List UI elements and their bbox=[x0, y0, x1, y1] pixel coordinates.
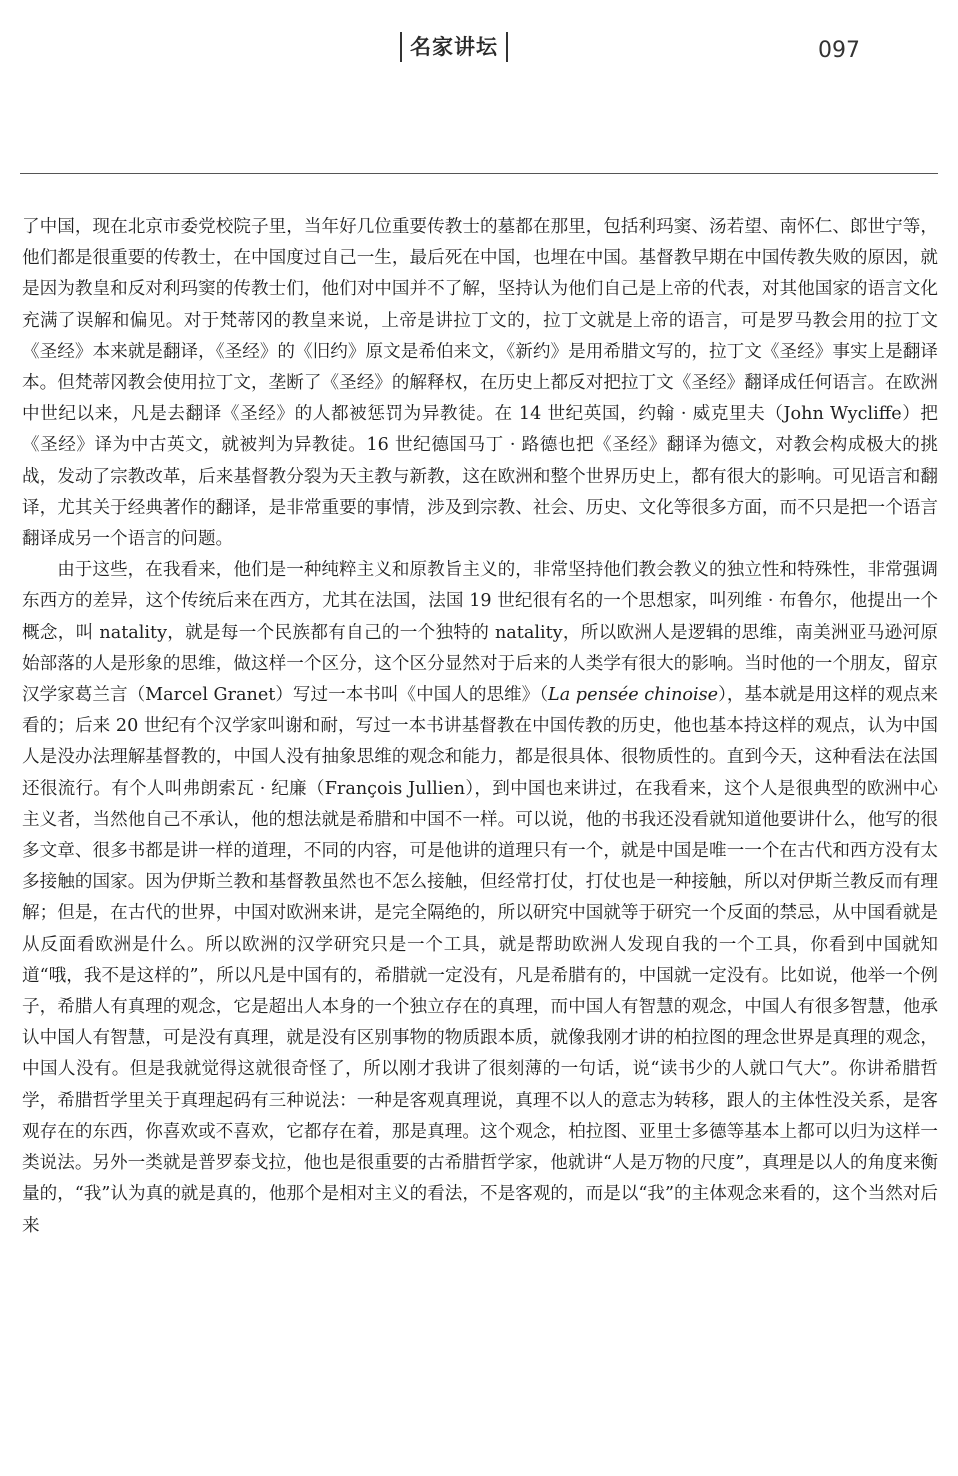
paragraph-text: 了中国，现在北京市委党校院子里，当年好几位重要传教士的墓都在那里，包括利玛窦、汤若望、南怀仁、郎世宁等，他们都是很重要的传教士，在中国度过自己一生，最后死在中国，也埋在中国。基督教早期在中国传教失败的原因，就是因为教皇和反对利玛窦的传教士们，他们对中国并不了解，坚持认为他们自己是上帝的代表，对其他国家的语言文化充满了误解和偏见。对于梵蒂冈的教皇来说，上帝是讲拉丁文的，拉丁文就是上帝的语言，可是罗马教会用的拉丁文《圣经》本来就是翻译，《圣经》的《旧约》原文是希伯来文，《新约》是用希腊文写的，拉丁文《圣经》事实上是翻译本。但梵蒂冈教会使用拉丁文，垄断了《圣经》的解释权，在历史上都反对把拉丁文《圣经》翻译成任何语言。在欧洲中世纪以来，凡是去翻译《圣经》的人都被惩罚为异教徒。在 14 世纪英国，约翰 · 威克里夫（John Wycliffe）把《圣经》译为中古英文，就被判为异教徒。16 世纪德国马丁 · 路德也把《圣经》翻译为德文，对教会构成极大的挑战，发动了宗教改革，后来基督教分裂为天主教与新教，这在欧洲和整个世界历史上，都有很大的影响。可见语言和翻译，尤其关于经典著作的翻译，是非常重要的事情，涉及到宗教、社会、历史、文化等很多方面，而不只是把一个语言翻译成另一个语言的问题。 bbox=[22, 217, 938, 550]
paragraph-text-part: 由于这些，在我看来，他们是一种纯粹主义和原教旨主义的，非常坚持他们教会教义的独立性和特殊性，非常强调东西方的差异，这个传统后来在西方，尤其在法国，法国 19 世纪很有名的一个思想家，叫列维 · 布鲁尔，他提出一个概念，叫 natality，就是每一个民族都有自己的一个独特的 natality，所以欧洲人是逻辑的思维，南美洲亚马逊河原始部落的人是形象的思维，做这样一个区分，这个区分显然对于后来的人类学有很大的影响。当时他的一个朋友，留京汉学家葛兰言（Marcel Granet）写过一本书叫《中国人的思维》（ bbox=[22, 560, 938, 706]
paragraph-text-part: ），基本就是用这样的观点来看的；后来 20 世纪有个汉学家叫谢和耐，写过一本书讲基督教在中国传教的历史，他也基本持这样的观点，认为中国人是没办法理解基督教的，中国人没有抽象思维的观念和能力，都是很具体、很物质性的。直到今天，这种看法在法国还很流行。有个人叫弗朗索瓦 · 纪廉（François Jullien），到中国也来讲过，在我看来，这个人是很典型的欧洲中心主义者，当然他自己不承认，他的想法就是希腊和中国不一样。可以说，他的书我还没看就知道他要讲什么，他写的很多文章、很多书都是讲一样的道理，不同的内容，可是他讲的道理只有一个，就是中国是唯一一个在古代和西方没有太多接触的国家。因为伊斯兰教和基督教虽然也不怎么接触，但经常打仗，打仗也是一种接触，所以对伊斯兰教反而有理解；但是，在古代的世界，中国对欧洲来讲，是完全隔绝的，所以研究中国就等于研究一个反面的禁忌，从中国看就是从反面看欧洲是什么。所以欧洲的汉学研究只是一个工具，就是帮助欧洲人发现自我的一个工具，你看到中国就知道“哦，我不是这样的”，所以凡是中国有的，希腊就一定没有，凡是希腊有的，中国就一定没有。比如说，他举一个例子，希腊人有真理的观念，它是超出人本身的一个独立存在的真理，而中国人有智慧的观念，中国人有很多智慧，他承认中国人有智慧，可是没有真理，就是没有区别事物的物质跟本质，就像我刚才讲的柏拉图的理念世界是真理的观念，中国人没有。但是我就觉得这就很奇怪了，所以刚才我讲了很刻薄的一句话，说“读书少的人就口气大”。你讲希腊哲学，希腊哲学里关于真理起码有三种说法：一种是客观真理说，真理不以人的意志为转移，跟人的主体性没关系，是客观存在的东西，你喜欢或不喜欢，它都存在着，那是真理。这个观念，柏拉图、亚里士多德等基本上都可以归为这样一类说法。另外一类就是普罗泰戈拉，他也是很重要的古希腊哲学家，他就讲“人是万物的尺度”，真理是以人的角度来衡量的，“我”认为真的就是真的，他那个是相对主义的看法，不是客观的，而是以“我”的主体观念来看的，这个当然对后来 bbox=[22, 685, 939, 1236]
section-title: 名家讲坛 bbox=[400, 32, 508, 62]
page-header bbox=[0, 0, 958, 175]
paragraph-continuation bbox=[22, 212, 938, 555]
book-title-italic: La pensée chinoise bbox=[548, 685, 719, 706]
article-body bbox=[22, 212, 938, 1242]
page-number: 097 bbox=[818, 38, 860, 63]
paragraph bbox=[22, 555, 938, 1241]
header-rule bbox=[20, 173, 938, 174]
